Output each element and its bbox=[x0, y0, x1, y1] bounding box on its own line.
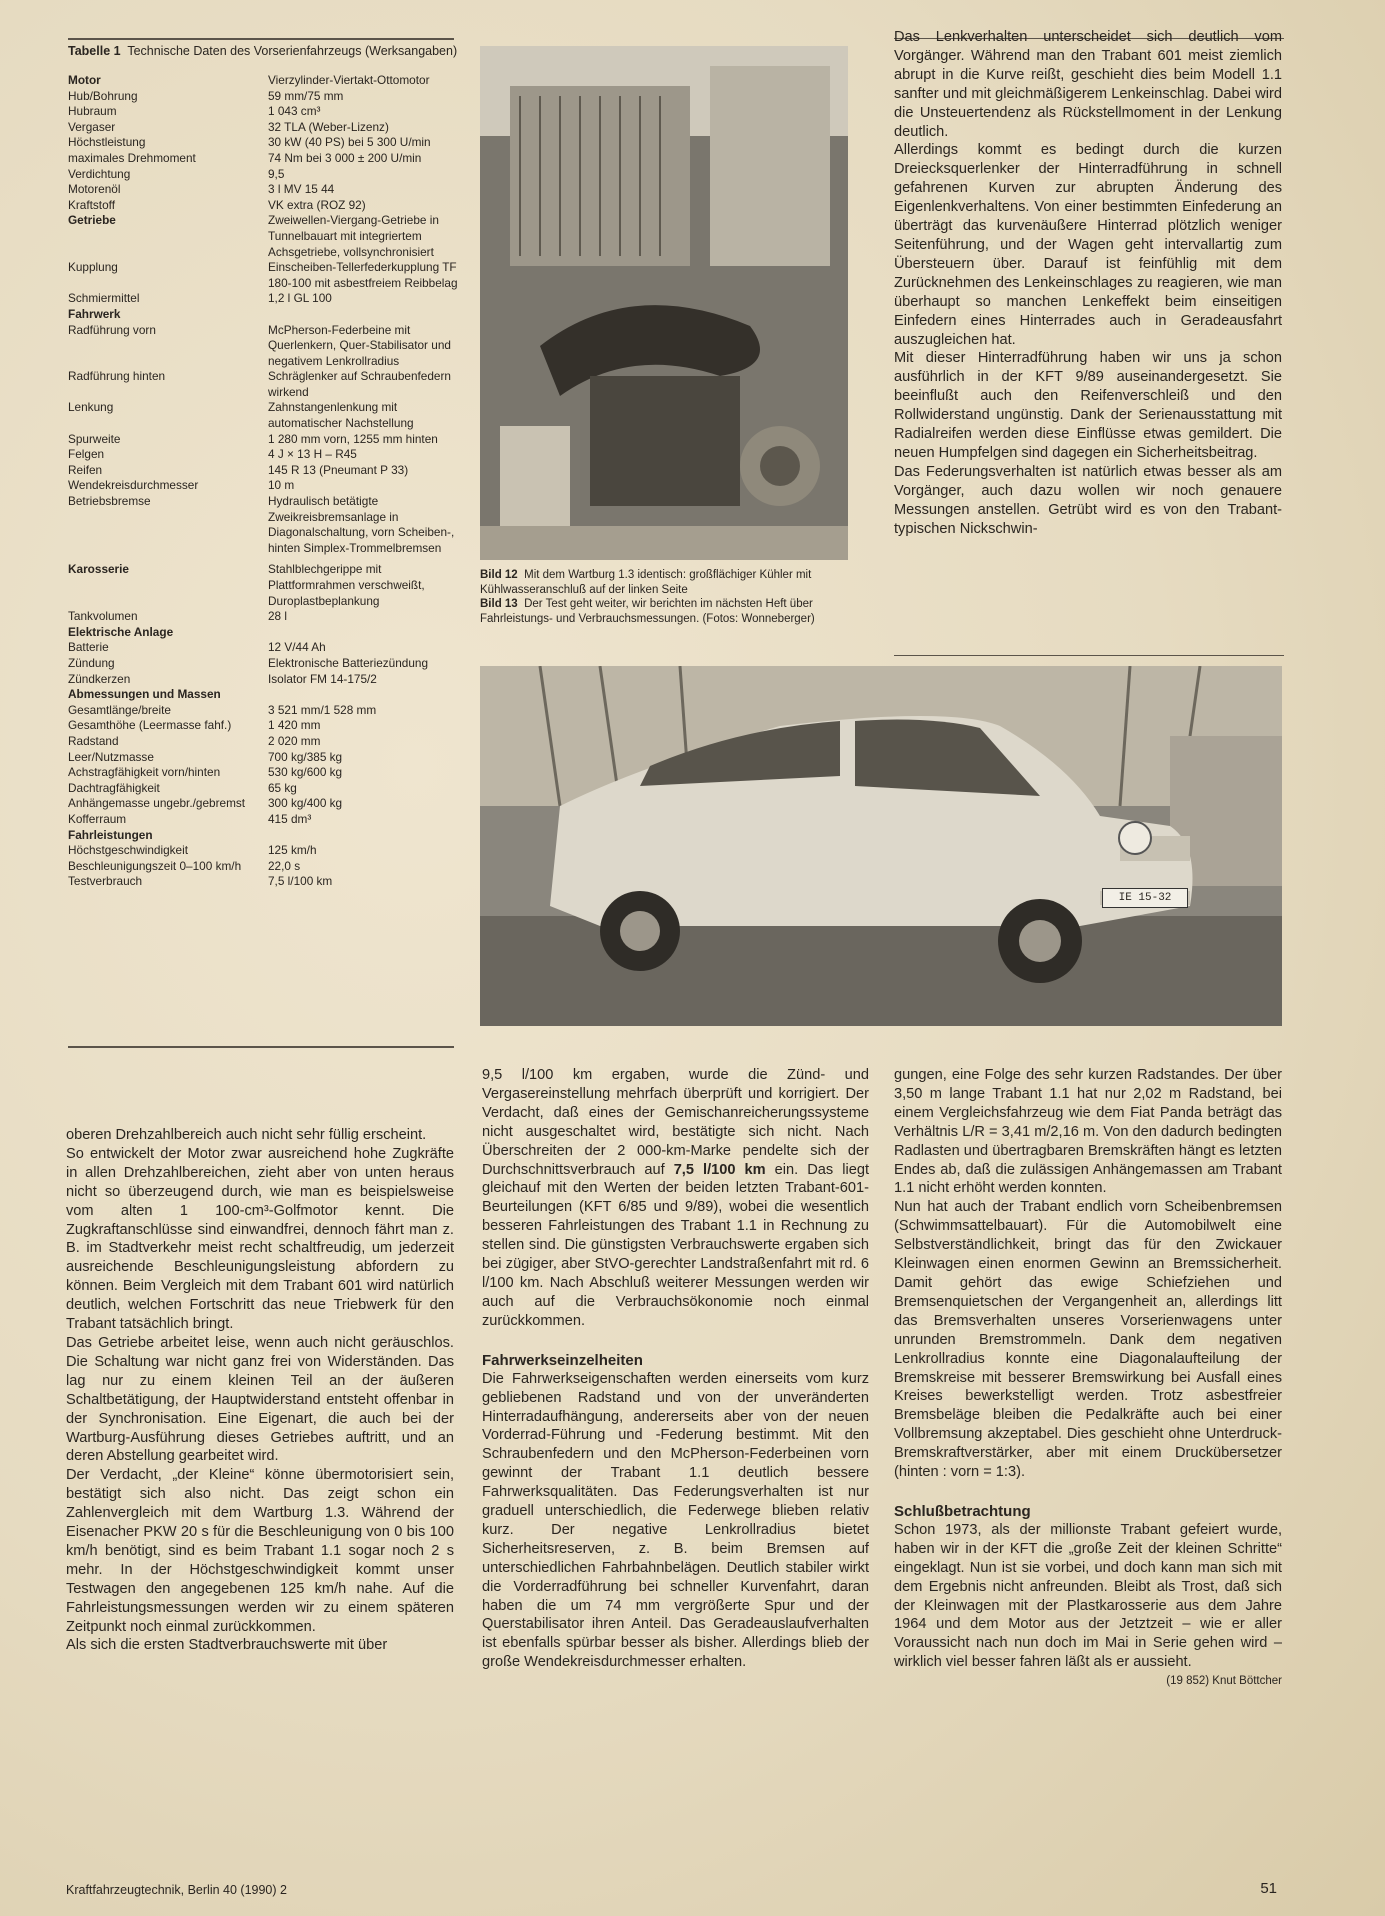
table-row-key: Felgen bbox=[68, 447, 105, 462]
table-row-value: 145 R 13 (Pneumant P 33) bbox=[268, 462, 409, 477]
table-row-value: Schräglenker auf Schraubenfedern wirkend bbox=[268, 369, 451, 399]
table-row bbox=[68, 656, 458, 672]
paragraph: So entwickelt der Motor zwar ausreichend hohe Zugkräfte in allen Drehzahlbereichen, zieht aber von unten heraus nicht so überzeugend durch, wie man es beispielsweise vom alten 1 100-cm³-Golfmotor kennt. Die Zugkraftanschlüsse sind einwandfrei, dennoch fährt man z. B. im Stadtverkehr meist recht schaltfreudig, um jederzeit ausreichende Beschleunigungsleistung abfordern zu können. Beim Vergleich mit dem Trabant 601 wird natürlich deutlich, welchen Fortschritt das neue Triebwerk für den Trabant tatsächlich bringt. bbox=[66, 1145, 454, 1333]
table-row-key: Dachtragfähigkeit bbox=[68, 780, 160, 795]
table-row-value: 1,2 l GL 100 bbox=[268, 291, 332, 306]
table-row-value: 1 280 mm vorn, 1255 mm hinten bbox=[268, 431, 438, 446]
table-row-value: 30 kW (40 PS) bei 5 300 U/min bbox=[268, 135, 431, 150]
heading-fahrwerkseinzelheiten: Fahrwerkseinzelheiten bbox=[482, 1351, 643, 1369]
table-row bbox=[68, 765, 458, 781]
table-row-key: Hubraum bbox=[68, 104, 117, 119]
caption-bild12-text: Mit dem Wartburg 1.3 identisch: großflächiger Kühler mit Kühlwasseranschluß auf der linken Seite bbox=[480, 569, 812, 596]
table-row-key: Höchstgeschwindigkeit bbox=[68, 843, 188, 858]
trabant-car-photo bbox=[480, 666, 1282, 1026]
caption-bild12-label: Bild 12 bbox=[480, 569, 518, 581]
table-row-value: 530 kg/600 kg bbox=[268, 765, 343, 780]
table-caption-label: Tabelle 1 bbox=[68, 44, 121, 58]
table-row-key: Tankvolumen bbox=[68, 609, 138, 624]
table-row-key: Karosserie bbox=[68, 562, 129, 577]
table-row-value: 74 Nm bei 3 000 ± 200 U/min bbox=[268, 150, 422, 165]
table-row-value bbox=[268, 625, 458, 641]
table-row-value: 700 kg/385 kg bbox=[268, 749, 343, 764]
table-row-value: 125 km/h bbox=[268, 843, 317, 858]
table-row-key: Leer/Nutzmasse bbox=[68, 749, 154, 764]
table-row bbox=[68, 291, 458, 307]
table-row bbox=[68, 812, 458, 828]
table-row-value: Vierzylinder-Viertakt-Ottomotor bbox=[268, 73, 430, 87]
table-row-key: Kupplung bbox=[68, 260, 118, 275]
table-row bbox=[68, 874, 458, 890]
caption-bild13-label: Bild 13 bbox=[480, 598, 518, 610]
table-row-value: 3 l MV 15 44 bbox=[268, 182, 335, 197]
table-row-key: Motorenöl bbox=[68, 182, 121, 197]
paragraph: Das Lenkverhalten unterscheidet sich deutlich vom Vorgänger. Während man den Trabant 601 meist ziemlich abrupt in die Kurve reißt, geschieht dies beim Modell 1.1 sanfter und mit gleichmäßigerem Lenkeinschlag. Dabei wird die Unsteuertendenz als Rückstellmoment in der Lenkung deutlich. bbox=[894, 29, 1282, 140]
table-row-value: Zahnstangenlenkung mit automatischer Nachstellung bbox=[268, 400, 414, 431]
table-caption-text: Technische Daten des Vorserienfahrzeugs (Werksangaben) bbox=[127, 44, 458, 58]
table-row-key: Fahrwerk bbox=[68, 306, 121, 321]
caption-bild13-text: Der Test geht weiter, wir berichten im nächsten Heft über Fahrleistungs- und Verbrauchsmessungen. (Fotos: Wonneberger) bbox=[480, 598, 815, 625]
table-row bbox=[68, 828, 458, 844]
table-row bbox=[68, 463, 458, 479]
table-row bbox=[68, 609, 458, 625]
col3-paragraph-3: Schon 1973, als der millionste Trabant gefeiert wurde, haben wir in der KFT die „große Zeit der kleinen Schritte“ eingeklagt. Nun ist sie vorbei, und doch kann man sich mit dem Ergebnis nicht anfreunden. Bleibt als Trost, daß sich der Kleinwagen mit der Plastkarosserie aus dem Jahre 1964 und dem Motor aus der Jetztzeit – wie er aller Voraussicht nach nun doch im Mai in Serie gehen wird – wirklich viel besser fahren läßt als er aussieht. bbox=[894, 1521, 1282, 1671]
table-row-value bbox=[268, 828, 458, 844]
table-row-value: 59 mm/75 mm bbox=[268, 88, 344, 103]
table-row-key: Motor bbox=[68, 73, 101, 87]
table-row bbox=[68, 307, 458, 323]
table-row-value: 4 J × 13 H – R45 bbox=[268, 447, 357, 462]
table-row bbox=[68, 672, 458, 688]
table-row-value: Einscheiben-Tellerfederkupplung TF 180-100 mit asbestfreiem Reibbelag bbox=[268, 260, 458, 290]
paragraph: Mit dieser Hinterradführung haben wir uns ja schon ausführlich in der KFT 9/89 auseinandergesetzt. Sie beeinflußt auch den Reifenverschleiß und den Rollwiderstand ungünstig. Dank der Serienausstattung mit Radialreifen werden diese Einflüsse etwas gemildert. Die neuen Humpfelgen sind dagegen ein Sicherheitsbeitrag. bbox=[894, 350, 1282, 461]
table-row-key: Vergaser bbox=[68, 119, 116, 134]
table-row-key: Schmiermittel bbox=[68, 291, 140, 306]
license-plate: IE 15-32 bbox=[1102, 888, 1188, 908]
table-row bbox=[68, 703, 458, 719]
table-row-value: Stahlblechgerippe mit Plattformrahmen verschweißt, Duroplastbeplankung bbox=[268, 562, 425, 608]
table-row-key: Gesamthöhe (Leermasse fahf.) bbox=[68, 718, 232, 733]
table-row bbox=[68, 640, 458, 656]
table-row-value: 65 kg bbox=[268, 780, 297, 795]
table-row-key: Höchstleistung bbox=[68, 135, 146, 150]
table-row bbox=[68, 369, 458, 400]
photo-captions bbox=[480, 568, 880, 626]
table-row-key: Wendekreisdurchmesser bbox=[68, 478, 199, 493]
table-row-key: Radführung vorn bbox=[68, 322, 156, 337]
table-row bbox=[68, 687, 458, 703]
col3-paragraph-1: gungen, eine Folge des sehr kurzen Radstandes. Der über 3,50 m lange Trabant 1.1 hat nur 2,02 m Radstand, bei einem Vergleichsfahrzeug wie dem Fiat Panda beträgt das Verhältnis L/R = 3,41 m/2,16 m. Von den dadurch bedingten Radlasten und übertragbaren Bremskräften hängt es letzten Endes ab, daß die zulässigen Anhängemassen am Trabant 1.1 nicht erhöht werden konnten. bbox=[894, 1067, 1282, 1197]
table-row-key: Kraftstoff bbox=[68, 197, 115, 212]
table-row bbox=[68, 151, 458, 167]
table-row-value: 32 TLA (Weber-Lizenz) bbox=[268, 119, 389, 134]
paragraph: Das Federungsverhalten ist natürlich etwas besser als am Vorgänger, auch dazu wollen wir noch genauere Messungen anstellen. Getrübt wird es von den Trabant-typischen Nickschwin- bbox=[894, 463, 1282, 537]
caption-bild12 bbox=[480, 568, 880, 597]
heading-schlussbetrachtung: Schlußbetrachtung bbox=[894, 1502, 1031, 1520]
table-row-key: Achstragfähigkeit vorn/hinten bbox=[68, 765, 221, 780]
table-row-value: 1 043 cm³ bbox=[268, 104, 321, 119]
table-row-value: Hydraulisch betätigte Zweikreisbremsanlage in Diagonalschaltung, vorn Scheiben-, hinten Simplex-Trommelbremsen bbox=[268, 494, 455, 555]
table-row bbox=[68, 213, 458, 260]
table-row bbox=[68, 734, 458, 750]
table-row-value: VK extra (ROZ 92) bbox=[268, 197, 366, 212]
table-row-key: Hub/Bohrung bbox=[68, 88, 138, 103]
col2-p1-start: 9,5 l/100 km ergaben, wurde die Zünd- und Vergasereinstellung mehrfach überprüft und korrigiert. Der Verdacht, daß eines der Gemischanreicherungssysteme nicht ausgeschaltet wird, bestätigte sich nicht. Nach Überschreiten der 2 000-km-Marke pendelte sich der Durchschnittsverbrauch auf bbox=[482, 1067, 869, 1178]
table-row bbox=[68, 198, 458, 214]
table-row bbox=[68, 447, 458, 463]
table-row-key: Gesamtlänge/breite bbox=[68, 702, 171, 717]
table-row-value: 2 020 mm bbox=[268, 733, 321, 748]
table-row-key: Kofferraum bbox=[68, 811, 127, 826]
table-row-value: Zweiwellen-Viergang-Getriebe in Tunnelbauart mit integriertem Achsgetriebe, vollsynchronisiert bbox=[268, 213, 439, 259]
table-row bbox=[68, 167, 458, 183]
mid-rule-right bbox=[894, 655, 1284, 656]
table-row-key: Lenkung bbox=[68, 400, 114, 415]
table-row-key: Fahrleistungen bbox=[68, 827, 153, 842]
table-row-key: Elektrische Anlage bbox=[68, 624, 174, 639]
table-row-key: Beschleunigungszeit 0–100 km/h bbox=[68, 858, 242, 873]
paragraph: oberen Drehzahlbereich auch nicht sehr füllig erscheint. bbox=[66, 1127, 427, 1143]
table-row-value: Isolator FM 14-175/2 bbox=[268, 671, 377, 686]
table-row bbox=[68, 400, 458, 431]
table-row bbox=[68, 135, 458, 151]
table-row bbox=[68, 260, 458, 291]
table-row-key: maximales Drehmoment bbox=[68, 150, 196, 165]
table-row bbox=[68, 432, 458, 448]
table-row-key: Zündung bbox=[68, 655, 115, 670]
table-row bbox=[68, 323, 458, 370]
article-signature: (19 852) Knut Böttcher bbox=[1166, 1675, 1282, 1688]
col3-paragraph-2: Nun hat auch der Trabant endlich vorn Scheibenbremsen (Schwimmsattelbauart). Für die Automobilwelt eine Selbstverständlichkeit, bringt das für den Zwickauer Kleinwagen einen enormen Gewinn an Bremssicherheit. Damit gehört das ewige Schiefziehen und Bremsenquietschen der Vergangenheit an, allerdings litt das Bremsverhalten unseres Vorserienwagens unter unrunden Bremstrommeln. Dank dem negativen Lenkrollradius konnte eine Diagonalaufteilung der Bremskreise mit besserer Bremswirkung bei Ausfall eines Kreises bewerkstelligt werden. Trotz asbestfreier Bremsbeläge bleiben die Pedalkräfte auch bei einer Vollbremsung akzeptabel. Dies geschieht ohne Unterdruck-Bremskraftverstärker, aber mit einem Druckübersetzer (hinten : vorn = 1:3). bbox=[894, 1199, 1282, 1481]
table-bottom-rule bbox=[68, 1046, 454, 1048]
table-row-value: 1 420 mm bbox=[268, 718, 321, 733]
table-row-value: 300 kg/400 kg bbox=[268, 796, 343, 811]
col2-consumption-highlight: 7,5 l/100 km bbox=[673, 1161, 766, 1178]
table-row-key: Anhängemasse ungebr./gebremst bbox=[68, 796, 246, 811]
table-row-key: Getriebe bbox=[68, 213, 116, 228]
table-row bbox=[68, 859, 458, 875]
table-row-key: Abmessungen und Massen bbox=[68, 687, 221, 702]
table-row bbox=[68, 750, 458, 766]
table-row-value: 3 521 mm/1 528 mm bbox=[268, 702, 377, 717]
paragraph: Der Verdacht, „der Kleine“ könne übermotorisiert sein, bestätigt sich also nicht. Das zeigt schon ein Zahlenvergleich mit dem Wartburg 1.3. Während der Eisenacher PKW 20 s für die Beschleunigung von 0 bis 100 km/h benötigt, sind es beim Trabant 1.1 sogar noch 2 s mehr. In der Höchstgeschwindigkeit kommt unser Testwagen den angegebenen 125 km/h nahe. Auf die Fahrleistungsmessungen werden wir zu einem späteren Zeitpunkt noch einmal zurückkommen. bbox=[66, 1467, 454, 1635]
text-column-3 bbox=[894, 1066, 1282, 1691]
col2-paragraph-2: Die Fahrwerkseigenschaften werden einerseits vom kurz gebliebenen Radstand und von der unveränderten Hinterradaufhängung, andererseits aber von der neuen Vorderrad-Führung und -Federung bestimmt. Mit den Schraubenfedern und den McPherson-Federbeinen vorn gewinnt der Trabant 1.1 deutlich bessere Fahrwerksqualitäten. Das Federungsverhalten ist nur graduell unterschiedlich, die Federwege blieben relativ kurz. Der negative Lenkrollradius bietet Sicherheitsreserven, z. B. beim Bremsen auf unterschiedlichen Fahrbahnbelägen. Deutlich stabiler wirkt die Vorderradführung bei schneller Kurvenfahrt, daran haben die um 74 mm vergrößerte Spur und der Querstabilisator ihren Anteil. Das Geradeauslaufverhalten ist ebenfalls spürbar besser als bisher. Allerdings blieb der große Wendekreisdurchmesser erhalten. bbox=[482, 1370, 869, 1671]
table-row-value: 12 V/44 Ah bbox=[268, 640, 326, 655]
paragraph: Als sich die ersten Stadtverbrauchswerte mit über bbox=[66, 1637, 388, 1654]
table-row bbox=[68, 781, 458, 797]
table-row bbox=[68, 494, 458, 556]
table-row-key: Verdichtung bbox=[68, 166, 131, 181]
text-column-right-top bbox=[894, 28, 1282, 538]
paragraph: Das Getriebe arbeitet leise, wenn auch nicht geräuschlos. Die Schaltung war nicht ganz frei von Widerständen. Das lag nur zu einem kleinen Teil an der äußeren Schaltbetätigung, der Hauptwiderstand entsteht offenbar in der Synchronisation. Eine Eigenart, die auch bei der Wartburg-Ausführung dieses Getriebes auftritt, und an deren Abstellung gearbeitet wird. bbox=[66, 1334, 454, 1465]
table-row-value: 415 dm³ bbox=[268, 811, 312, 826]
table-row bbox=[68, 718, 458, 734]
page-number: 51 bbox=[1260, 1880, 1277, 1897]
table-row-key: Testverbrauch bbox=[68, 874, 143, 889]
table-row-key: Reifen bbox=[68, 462, 103, 477]
table-row-value: 22,0 s bbox=[268, 858, 301, 873]
table-row bbox=[68, 104, 458, 120]
top-rule-left bbox=[68, 38, 454, 40]
table-row-key: Spurweite bbox=[68, 431, 121, 446]
col2-p1-end: ein. Das liegt gleichauf mit den Werten der beiden letzten Trabant-601-Beurteilungen (KFT 6/85 und 9/89), wobei die wesentlich besseren Fahrleistungen des Trabant 1.1 in Rechnung zu stellen sind. Die günstigsten Verbrauchswerte ergaben sich bei zügiger, aber StVO-gerechter Landstraßenfahrt mit rd. 6 l/100 km. Nach Abschluß weiterer Messungen werden wir auch auf die Verbrauchsökonomie noch einmal zurückkommen. bbox=[482, 1161, 870, 1329]
table-row-key: Radstand bbox=[68, 733, 119, 748]
caption-bild13 bbox=[480, 597, 880, 626]
table-row bbox=[68, 796, 458, 812]
table-row-key: Zündkerzen bbox=[68, 671, 131, 686]
journal-footer: Kraftfahrzeugtechnik, Berlin 40 (1990) 2 bbox=[66, 1883, 287, 1897]
table-row-key: Betriebsbremse bbox=[68, 494, 151, 509]
table-row bbox=[68, 562, 458, 609]
text-column-1 bbox=[66, 1126, 454, 1655]
text-column-2 bbox=[482, 1066, 869, 1672]
table-rows bbox=[68, 73, 458, 890]
table-row-value bbox=[268, 687, 458, 703]
table-row bbox=[68, 625, 458, 641]
table-row-value: 10 m bbox=[268, 478, 295, 493]
table-row-value: 28 l bbox=[268, 609, 288, 624]
table-row bbox=[68, 843, 458, 859]
table-caption bbox=[68, 44, 458, 59]
table-row-value bbox=[268, 307, 458, 323]
technical-data-table bbox=[68, 44, 458, 890]
table-row bbox=[68, 182, 458, 198]
table-row bbox=[68, 73, 458, 89]
table-row bbox=[68, 89, 458, 105]
table-row-value: 7,5 l/100 km bbox=[268, 874, 333, 889]
col2-paragraph-1 bbox=[482, 1066, 869, 1331]
table-row-value: Elektronische Batteriezündung bbox=[268, 655, 429, 670]
table-row-key: Batterie bbox=[68, 640, 109, 655]
table-row bbox=[68, 478, 458, 494]
table-row-value: 9,5 bbox=[268, 166, 285, 181]
table-row-key: Radführung hinten bbox=[68, 369, 166, 384]
table-row bbox=[68, 120, 458, 136]
paragraph: Allerdings kommt es bedingt durch die kurzen Dreiecksquerlenker der Hinterradführung in schnell gefahrenen Kurven zur abrupten Änderung des Eigenlenkverhaltens. Von einer bestimmten Einfederung an überträgt das kurvenäußere Hinterrad plötzlich weniger Seitenführung, und der Wagen geht intervallartig zum Übersteuern über. Darauf ist feinfühlig mit dem Zurücknehmen des Lenkeinschlages zu reagieren, wie man überhaupt so manchen Lenkeffekt beim einseitigen Einfedern eines Hinterrades auch in Geradeausfahrt auszugleichen hat. bbox=[894, 142, 1282, 348]
engine-bay-photo bbox=[480, 46, 848, 560]
table-row-value: McPherson-Federbeine mit Querlenkern, Quer-Stabilisator und negativem Lenkrollradius bbox=[268, 322, 451, 368]
